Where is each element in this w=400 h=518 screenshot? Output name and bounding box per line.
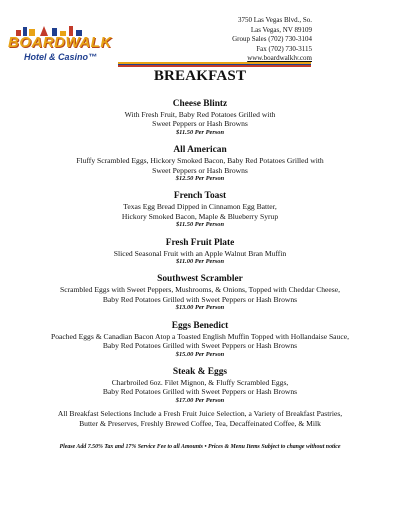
header-rule-bottom — [118, 65, 311, 67]
menu-item-description: With Fresh Fruit, Baby Red Potatoes Grilled with — [124, 110, 276, 119]
address-line-1: 3750 Las Vegas Blvd., So. — [238, 16, 312, 24]
menu-item-description: Sweet Peppers or Hash Browns — [152, 119, 248, 129]
logo-tagline: Hotel & Casino™ — [24, 52, 98, 62]
menu-item-name: Cheese Blintz — [172, 99, 228, 109]
menu-item-description: Texas Egg Bread Dipped in Cinnamon Egg Batter, — [123, 202, 277, 212]
menu-item-price: $11.50 Per Person — [175, 128, 225, 136]
menu-item-price: $11.00 Per Person — [175, 258, 225, 266]
menu-item-description: Fluffy Scrambled Eggs, Hickory Smoked Bacon, Baby Red Potatoes Grilled with — [76, 156, 324, 166]
menu-list — [0, 99, 400, 413]
menu-item-description: Baby Red Potatoes Grilled with Sweet Peppers or Hash Browns — [102, 387, 298, 397]
page-title: BREAKFAST — [153, 68, 247, 84]
menu-item-description: Charbroiled 6oz. Filet Mignon, & Fluffy Scrambled Eggs, — [111, 377, 289, 387]
menu-item — [0, 367, 400, 405]
inclusions-line-2: Butter & Preserves, Freshly Brewed Coffee, Tea, Decaffeinated Coffee, & Milk — [79, 418, 321, 428]
menu-item-price: $17.00 Per Person — [175, 396, 225, 404]
menu-item-name: French Toast — [173, 191, 227, 202]
address-line-2: Las Vegas, NV 89109 — [250, 25, 312, 34]
menu-item-price: $13.00 Per Person — [175, 304, 225, 312]
inclusions-line-1: All Breakfast Selections Include a Fresh Fruit Juice Selection, a Variety of Breakfast Pastries, — [57, 409, 343, 418]
menu-item-description: Sliced Seasonal Fruit with an Apple Walnut Bran Muffin — [113, 248, 287, 258]
website-link[interactable]: www.boardwalklv.com — [247, 54, 312, 63]
menu-item-description: Hickory Smoked Bacon, Maple & Blueberry Syrup — [121, 211, 279, 221]
tax-fee-notice: Please Add 7.50% Tax and 17% Service Fee to all Amounts • Prices & Menu Items Subject to change without notice — [59, 444, 341, 450]
menu-item — [0, 274, 400, 312]
menu-item-name: Southwest Scrambler — [157, 274, 243, 285]
menu-item-name: Fresh Fruit Plate — [165, 237, 235, 248]
menu-item — [0, 145, 400, 183]
contact-block — [232, 16, 312, 64]
menu-item — [0, 238, 400, 267]
menu-item — [0, 321, 400, 359]
header-rule — [118, 62, 311, 67]
menu-item-name: All American — [173, 145, 227, 156]
group-sales-phone: Group Sales (702) 730-3104 — [232, 35, 312, 44]
menu-item-name: Steak & Eggs — [172, 366, 228, 377]
fax-number: Fax (702) 730-3115 — [256, 44, 312, 53]
menu-item — [0, 99, 400, 137]
menu-item-description: Sweet Peppers or Hash Browns — [152, 165, 248, 175]
logo-wordmark: BOARDWALK — [8, 34, 112, 51]
menu-item-price: $12.50 Per Person — [175, 175, 225, 183]
menu-item-description: Poached Eggs & Canadian Bacon Atop a Toasted English Muffin Topped with Hollandaise Sauce, — [51, 331, 349, 341]
menu-item-description: Baby Red Potatoes Grilled with Sweet Peppers or Hash Browns — [102, 294, 298, 304]
boardwalk-logo — [8, 22, 128, 68]
menu-item-name: Eggs Benedict — [171, 320, 229, 331]
menu-item-price: $15.00 Per Person — [175, 350, 225, 358]
menu-item-description: Baby Red Potatoes Grilled with Sweet Peppers or Hash Browns — [102, 341, 298, 351]
inclusions-note — [0, 409, 400, 428]
menu-item-price: $11.50 Per Person — [175, 221, 225, 229]
menu-item — [0, 191, 400, 229]
menu-item-description: Scrambled Eggs with Sweet Peppers, Mushrooms, & Onions, Topped with Cheddar Cheese, — [59, 285, 341, 295]
